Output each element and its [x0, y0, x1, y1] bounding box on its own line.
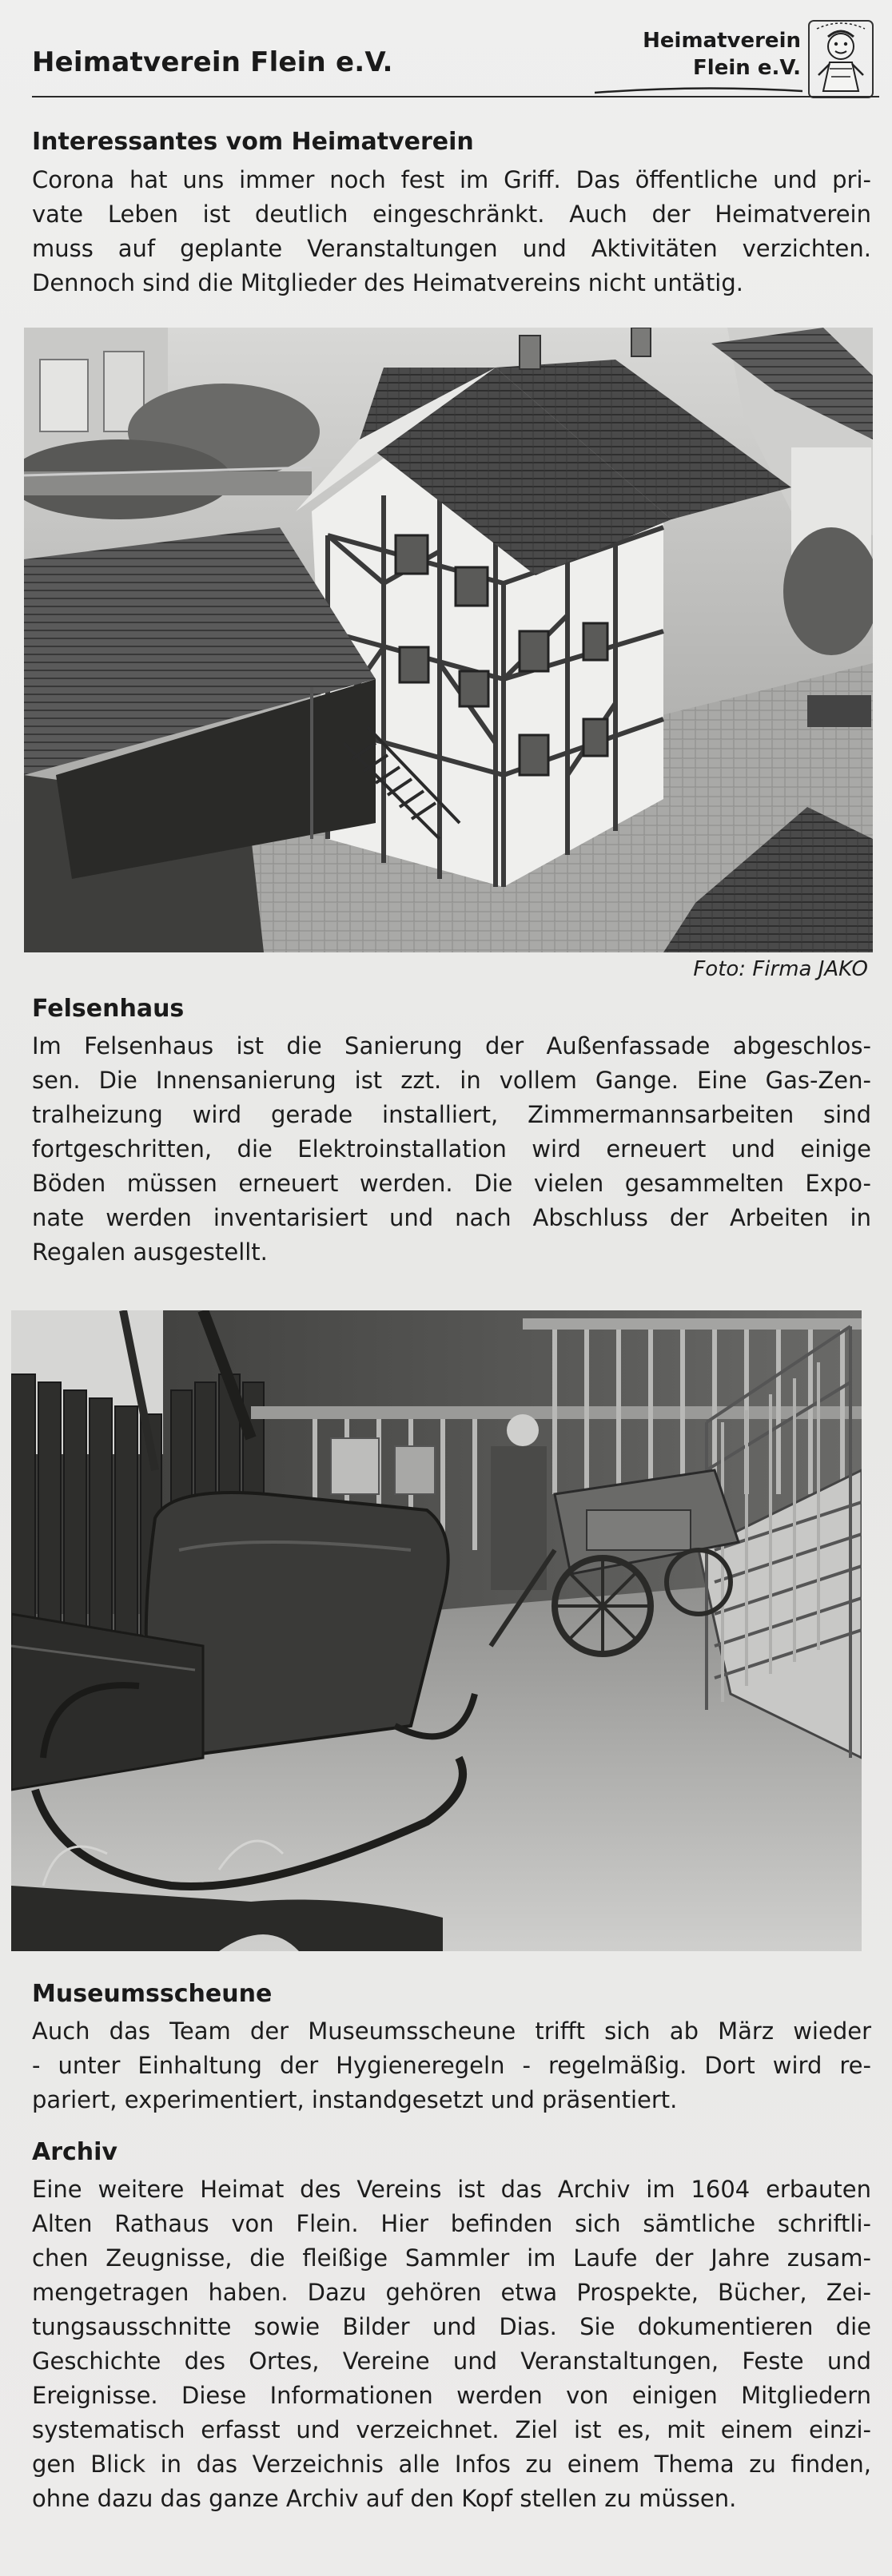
- archiv-heading: Archiv: [32, 2138, 117, 2166]
- archiv-line: tungsausschnitte sowie Bilder und Dias. Sie dokumentieren die: [32, 2313, 871, 2340]
- archiv-line: Eine weitere Heimat des Vereins ist das Archiv im 1604 erbauten: [32, 2176, 871, 2203]
- museumsscheune-line: Auch das Team der Museumsscheune trifft sich ab März wieder: [32, 2017, 871, 2045]
- museumsscheune-paragraph: [32, 2014, 871, 2117]
- archiv-line: gen Blick in das Verzeichnis alle Infos zu einem Thema zu finden,: [32, 2451, 871, 2478]
- intro-line: muss auf geplante Veranstaltungen und Aktivitäten verzichten.: [32, 235, 871, 262]
- logo-swoosh-icon: [595, 85, 802, 96]
- header-divider: [32, 96, 879, 97]
- archiv-line: systematisch erfasst und verzeichnet. Ziel ist es, mit einem einzi-: [32, 2416, 871, 2443]
- museumsscheune-photo: [11, 1310, 862, 1951]
- felsenhaus-photo: [24, 328, 873, 952]
- felsenhaus-line: sen. Die Innensanierung ist zzt. in vollem Gange. Eine Gas-Zen-: [32, 1067, 871, 1094]
- archiv-line: chen Zeugnisse, die fleißige Sammler im Laufe der Jahre zusam-: [32, 2244, 871, 2272]
- intro-heading: Interessantes vom Heimatverein: [32, 128, 474, 156]
- archiv-line: ohne dazu das ganze Archiv auf den Kopf stellen zu müssen.: [32, 2485, 737, 2512]
- club-logo: [591, 24, 879, 97]
- photo-credit: Foto: Firma JAKO: [693, 957, 868, 981]
- museumsscheune-line: pariert, experimentiert, instandgesetzt und präsentiert.: [32, 2086, 678, 2113]
- museumsscheune-line: - unter Einhaltung der Hygieneregeln - regelmäßig. Dort wird re-: [32, 2052, 871, 2079]
- archiv-line: Alten Rathaus von Flein. Hier befinden sich sämtliche schriftli-: [32, 2210, 871, 2237]
- archiv-paragraph: [32, 2173, 871, 2516]
- logo-figure-icon: [806, 19, 876, 99]
- felsenhaus-line: nate werden inventarisiert und nach Abschluss der Arbeiten in: [32, 1204, 871, 1231]
- felsenhaus-paragraph: [32, 1029, 871, 1270]
- intro-line: vate Leben ist deutlich eingeschränkt. Auch der Heimatverein: [32, 201, 871, 228]
- archiv-line: Ereignisse. Diese Informationen werden von einigen Mitgliedern: [32, 2382, 871, 2409]
- felsenhaus-line: tralheizung wird gerade installiert, Zimmermannsarbeiten sind: [32, 1101, 871, 1128]
- page-header: [32, 24, 879, 97]
- intro-line: Dennoch sind die Mitglieder des Heimatvereins nicht untätig.: [32, 269, 743, 296]
- felsenhaus-line: Böden müssen erneuert werden. Die vielen gesammelten Expo-: [32, 1170, 871, 1197]
- felsenhaus-line: Regalen ausgestellt.: [32, 1238, 268, 1266]
- felsenhaus-heading: Felsenhaus: [32, 995, 185, 1023]
- page-title: Heimatverein Flein e.V.: [32, 46, 393, 78]
- felsenhaus-line: Im Felsenhaus ist die Sanierung der Außenfassade abgeschlos-: [32, 1032, 871, 1059]
- logo-text-line1: Heimatverein: [643, 29, 801, 53]
- archiv-line: mengetragen haben. Dazu gehören etwa Prospekte, Bücher, Zei-: [32, 2279, 871, 2306]
- felsenhaus-line: fortgeschritten, die Elektroinstallation wird erneuert und einige: [32, 1135, 871, 1163]
- archiv-line: Geschichte des Ortes, Vereine und Veranstaltungen, Feste und: [32, 2347, 871, 2375]
- museumsscheune-heading: Museumsscheune: [32, 1980, 273, 2008]
- intro-paragraph: [32, 163, 871, 300]
- logo-text-line2: Flein e.V.: [693, 56, 801, 80]
- intro-line: Corona hat uns immer noch fest im Griff. Das öffentliche und pri-: [32, 166, 871, 193]
